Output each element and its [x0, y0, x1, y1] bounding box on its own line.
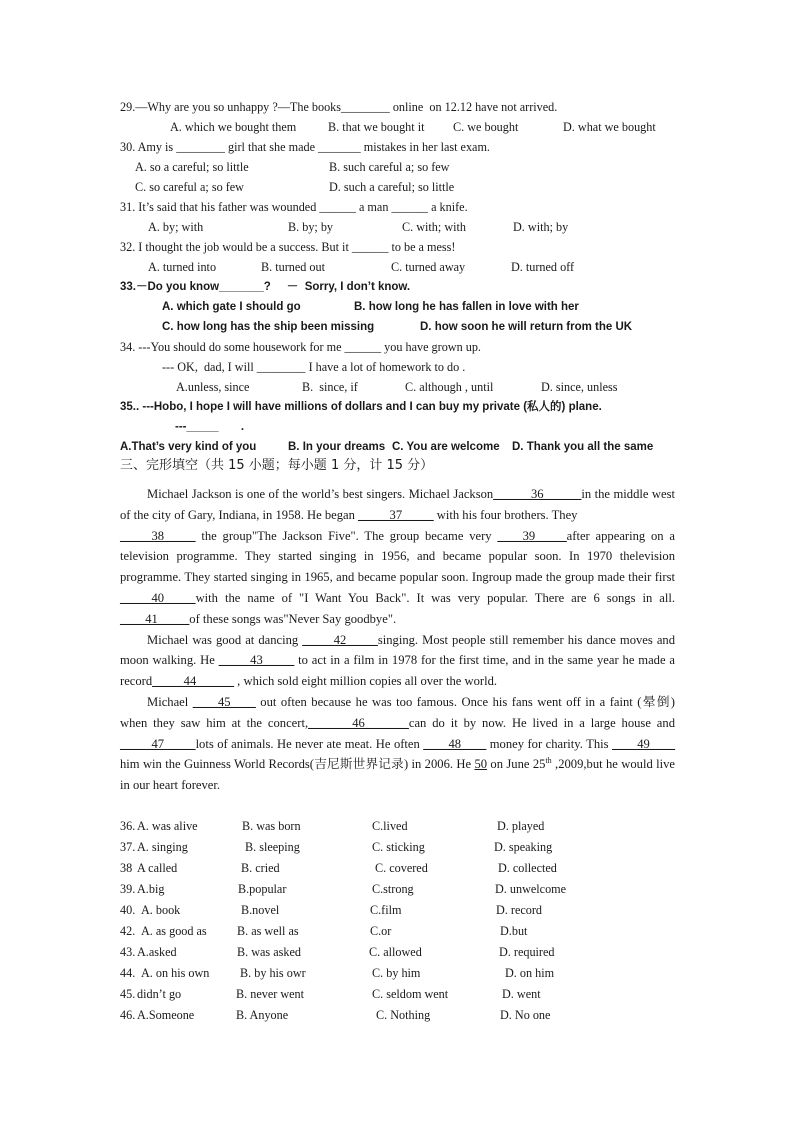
option-b[interactable]: B. never went [236, 987, 305, 1001]
option-c[interactable]: C. You are welcome [392, 441, 500, 453]
option-d[interactable]: D. since, unless [541, 380, 618, 394]
cloze-options-42 [0, 921, 794, 941]
option-c[interactable]: C. with; with [402, 220, 466, 234]
option-a[interactable]: A. book [141, 903, 181, 917]
option-a[interactable]: A. as good as [141, 924, 207, 938]
option-number: 46. [120, 1008, 136, 1022]
blank-43[interactable]: _____43_____ [218, 653, 295, 668]
blank-46[interactable]: _______46_______ [308, 715, 409, 730]
question-35-options [0, 437, 794, 457]
option-a[interactable]: A. singing [137, 840, 188, 854]
option-c[interactable]: C. by him [372, 966, 421, 980]
option-a[interactable]: A. which we bought them [170, 120, 297, 134]
option-a[interactable]: A. was alive [137, 819, 198, 833]
question-32-options [0, 257, 794, 277]
option-number: 42. [120, 924, 136, 938]
blank-39[interactable]: ____39_____ [497, 528, 567, 543]
option-d[interactable]: D. record [496, 903, 543, 917]
cloze-options-39 [0, 879, 794, 899]
cloze-options-37 [0, 837, 794, 857]
option-d[interactable]: D. how soon he will return from the UK [420, 321, 633, 333]
question-33-options-row1 [0, 297, 794, 317]
option-b[interactable]: B. turned out [261, 260, 325, 274]
option-a[interactable]: A.That’s very kind of you [120, 441, 257, 453]
passage-paragraph-3: Michael ____45____ out often because he was too famous. Once his fans went off in a faint (晕倒) when they saw him at the concert,_______46_______can do it by now. He lived in a large house and _____47_____lots of animals. He never ate meat. He often ____48____ money for charity. This ____49____ him win the Guinness World Records(吉尼斯世界记录) in 2006. He 50 on June 25th ,2009,but he would live in our heart forever. [120, 694, 675, 793]
option-b[interactable]: B. sleeping [245, 840, 300, 854]
option-c[interactable]: C. how long has the ship been missing [162, 321, 375, 333]
option-d[interactable]: D. speaking [494, 840, 553, 854]
question-34-reply: --- OK, dad, I will ________ I have a lot of homework to do . [162, 360, 466, 374]
option-b[interactable]: B. since, if [302, 380, 358, 394]
cloze-options-43 [0, 942, 794, 962]
option-c[interactable]: C. sticking [372, 840, 425, 854]
blank-41[interactable]: ____41_____ [120, 611, 190, 626]
option-d[interactable]: D. unwelcome [495, 882, 567, 896]
option-c[interactable]: C.lived [372, 819, 408, 833]
question-33-options-row2 [0, 317, 794, 337]
cloze-options-40 [0, 900, 794, 920]
option-b[interactable]: B. how long he has fallen in love with her [354, 301, 579, 313]
option-a[interactable]: A.unless, since [176, 380, 250, 394]
option-d[interactable]: D. went [502, 987, 541, 1001]
option-b[interactable]: B. Anyone [236, 1008, 289, 1022]
option-a[interactable]: A.big [137, 882, 165, 896]
option-a[interactable]: didn’t go [137, 987, 182, 1001]
option-b[interactable]: B. was asked [237, 945, 301, 959]
option-c[interactable]: C. turned away [391, 260, 466, 274]
option-a[interactable]: A called [137, 861, 178, 875]
passage-paragraph-2: Michael was good at dancing _____42_____singing. Most people still remember his dance moves and moon walking. He _____43_____ to act in a film in 1978 for the first time, and in the same year he made a record_____44______ , which sold eight million copies all over the world. [120, 632, 676, 689]
blank-36[interactable]: ______36______ [493, 487, 582, 501]
option-d[interactable]: D. what we bought [563, 120, 656, 134]
passage-paragraph-1: Michael Jackson is one of the world’s best singers. Michael Jackson______36______in the middle west of the city of Gary, Indiana, in 1958. He began _____37_____ with his four brothers. They _____38_____ the group"The Jackson Five". The group became very ____39_____after appearing on a television programme. They started singing in 1956, and became popular soon. In 1970 thelevision programme. They started singing in 1965, and became popular soon. Ingroup made the group made their first _____40_____with the name of "I Want You Back". It was very popular. There are 6 songs in all. ____41_____of these songs was"Never Say goodbye". [120, 487, 675, 626]
cloze-options-36 [0, 816, 794, 836]
blank-45[interactable]: ____45____ [192, 694, 256, 709]
question-31-options [0, 217, 794, 237]
question-30-options-row2 [0, 177, 794, 197]
cloze-passage [120, 484, 675, 796]
option-c[interactable]: C.or [370, 924, 392, 938]
option-b[interactable]: B. was born [242, 819, 301, 833]
option-c[interactable]: C. so careful a; so few [135, 180, 244, 194]
option-d[interactable]: D. required [499, 945, 555, 959]
question-35-stem: 35.. ---Hobo, I hope I will have millions of dollars and I can buy my private (私人的) plane. [120, 401, 602, 413]
option-a[interactable]: A. so a careful; so little [135, 160, 249, 174]
blank-48[interactable]: ____48____ [423, 736, 487, 751]
option-c[interactable]: C. Nothing [376, 1008, 431, 1022]
option-number: 37. [120, 840, 136, 854]
option-c[interactable]: C. allowed [369, 945, 422, 959]
option-b[interactable]: B.novel [241, 903, 280, 917]
option-c[interactable]: C.film [370, 903, 402, 917]
option-c[interactable]: C. covered [375, 861, 428, 875]
cloze-options-44 [0, 963, 794, 983]
blank-42[interactable]: _____42_____ [302, 632, 378, 647]
option-d[interactable]: D. No one [500, 1008, 551, 1022]
question-29-stem: 29.—Why are you so unhappy ?—The books________ online on 12.12 have not arrived. [120, 100, 558, 114]
option-d[interactable]: D. collected [498, 861, 557, 875]
question-30-options-row1 [0, 157, 794, 177]
option-d[interactable]: D. with; by [513, 220, 569, 234]
option-c[interactable]: C.strong [372, 882, 414, 896]
blank-49[interactable]: ____49____ [612, 736, 675, 751]
question-34-options [0, 377, 794, 397]
cloze-options-45 [0, 984, 794, 1004]
option-number: 39. [120, 882, 136, 896]
question-35-reply: ---_____ . [175, 421, 245, 433]
blank-40[interactable]: _____40_____ [120, 590, 196, 605]
question-31-stem: 31. It’s said that his father was wounded ______ a man ______ a knife. [120, 200, 468, 214]
option-b[interactable]: B. cried [241, 861, 280, 875]
cloze-options-46 [0, 1005, 794, 1025]
option-a[interactable]: A. which gate I should go [162, 301, 301, 313]
option-number: 40. [120, 903, 136, 917]
option-number: 38 [120, 861, 133, 875]
option-b[interactable]: B. as well as [237, 924, 299, 938]
option-d[interactable]: D. played [497, 819, 545, 833]
option-c[interactable]: C. seldom went [372, 987, 449, 1001]
option-number: 45. [120, 987, 136, 1001]
option-d[interactable]: D. turned off [511, 260, 575, 274]
option-d[interactable]: D. such a careful; so little [329, 180, 455, 194]
option-d[interactable]: D. on him [505, 966, 555, 980]
question-29-options [0, 117, 794, 137]
question-32-stem: 32. I thought the job would be a success. But it ______ to be a mess! [120, 240, 456, 254]
option-a[interactable]: A.asked [137, 945, 177, 959]
blank-37[interactable]: _____37_____ [358, 507, 434, 522]
option-c[interactable]: C. although , until [405, 380, 494, 394]
option-a[interactable]: A. by; with [148, 220, 204, 234]
option-number: 36. [120, 819, 136, 833]
option-b[interactable]: B. In your dreams [288, 441, 386, 453]
option-number: 43. [120, 945, 136, 959]
option-b[interactable]: B. by; by [288, 220, 334, 234]
option-number: 44. [120, 966, 136, 980]
option-c[interactable]: C. we bought [453, 120, 519, 134]
option-a[interactable]: A.Someone [137, 1008, 195, 1022]
option-b[interactable]: B. that we bought it [328, 120, 425, 134]
option-b[interactable]: B.popular [238, 882, 287, 896]
question-34-stem: 34. ---You should do some housework for me ______ you have grown up. [120, 340, 481, 354]
blank-50[interactable]: 50 [474, 757, 488, 772]
question-33-stem: 33.－Do you know_______? － Sorry, I don’t know. [120, 281, 411, 293]
question-30-stem: 30. Amy is ________ girl that she made _______ mistakes in her last exam. [120, 140, 490, 154]
blank-38[interactable]: _____38_____ [120, 528, 196, 543]
option-d[interactable]: D.but [500, 924, 528, 938]
section-heading: 三、完形填空（共 15 小题；每小题 1 分，计 15 分） [120, 458, 434, 473]
cloze-options-38 [0, 858, 794, 878]
blank-47[interactable]: _____47_____ [120, 736, 196, 751]
option-d[interactable]: D. Thank you all the same [512, 441, 654, 453]
option-a[interactable]: A. on his own [141, 966, 210, 980]
option-b[interactable]: B. by his owr [240, 966, 306, 980]
blank-44[interactable]: _____44______ [152, 674, 235, 689]
option-b[interactable]: B. such careful a; so few [329, 160, 450, 174]
option-a[interactable]: A. turned into [148, 260, 217, 274]
